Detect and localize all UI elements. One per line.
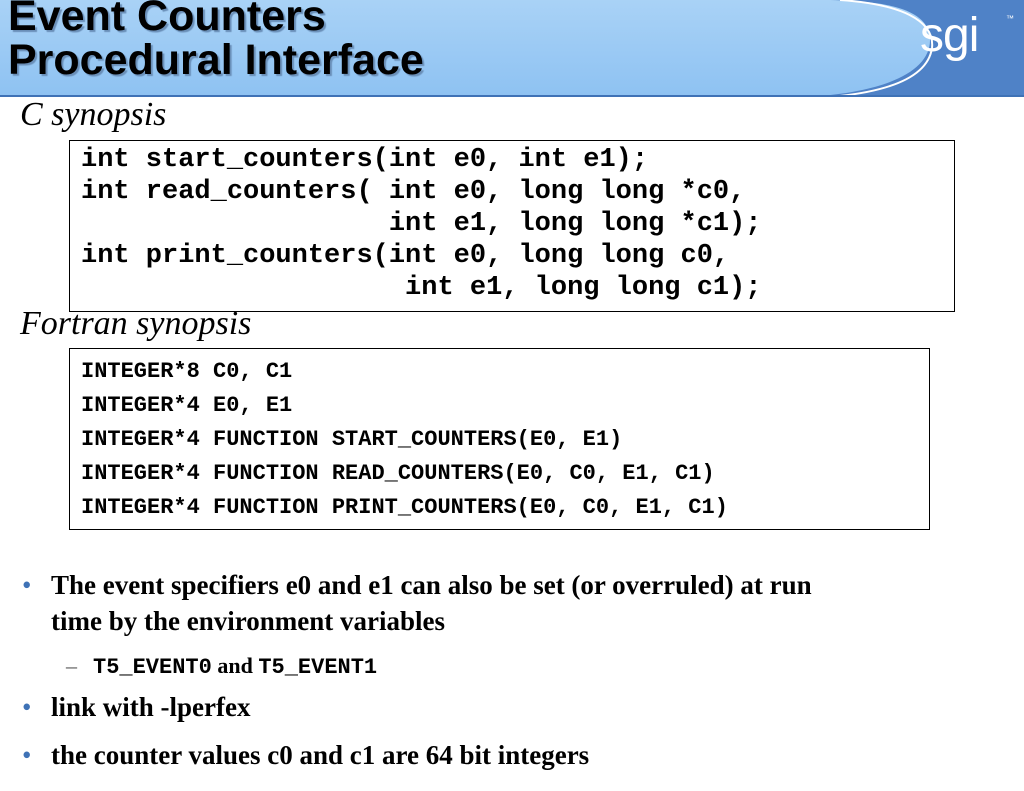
env-var-event0: T5_EVENT0	[93, 655, 212, 680]
fortran-synopsis-code-box	[69, 348, 930, 530]
env-var-event1: T5_EVENT1	[258, 655, 378, 680]
logo-text: sgi	[920, 9, 979, 62]
c-code-line: int print_counters(int e0, long long c0,	[81, 241, 730, 271]
c-code-line: int read_counters( int e0, long long *c0,	[81, 177, 746, 207]
c-code-line: int e1, long long c1);	[81, 273, 762, 303]
bullet-marker: •	[22, 692, 32, 722]
fortran-code-line: INTEGER*4 FUNCTION READ_COUNTERS(E0, C0, E1, C1)	[81, 461, 715, 486]
page-title	[8, 0, 424, 82]
bullet-text-line-1: The event specifiers e0 and e1 can also be set (or overruled) at run	[51, 570, 812, 600]
fortran-code-line: INTEGER*8 C0, C1	[81, 359, 293, 384]
bullet-text-line-2: time by the environment variables	[51, 606, 445, 636]
bullet-text: the counter values c0 and c1 are 64 bit integers	[51, 740, 590, 770]
slide-header	[0, 0, 1024, 97]
fortran-synopsis-heading: Fortran synopsis	[20, 305, 252, 342]
title-line-2: Procedural Interface	[8, 36, 424, 84]
bullet-marker: •	[22, 740, 32, 770]
bullet-text: link with -lperfex	[51, 692, 251, 722]
c-code-line: int e1, long long *c1);	[81, 209, 762, 239]
sgi-logo	[920, 4, 1016, 74]
logo-trademark: ™	[1006, 14, 1014, 23]
sub-bullet-conjunction: and	[211, 653, 259, 678]
bullet-marker: •	[22, 570, 32, 600]
sub-list-item	[66, 652, 377, 682]
sub-bullet-marker: –	[66, 653, 77, 678]
c-code-line: int start_counters(int e0, int e1);	[81, 145, 649, 175]
title-line-1: Event Counters	[8, 0, 326, 40]
fortran-code-line: INTEGER*4 E0, E1	[81, 393, 293, 418]
c-synopsis-heading: C synopsis	[20, 96, 167, 133]
fortran-code-line: INTEGER*4 FUNCTION PRINT_COUNTERS(E0, C0, E1, C1)	[81, 495, 728, 520]
fortran-code-line: INTEGER*4 FUNCTION START_COUNTERS(E0, E1)	[81, 427, 623, 452]
c-synopsis-code-box	[69, 140, 955, 312]
